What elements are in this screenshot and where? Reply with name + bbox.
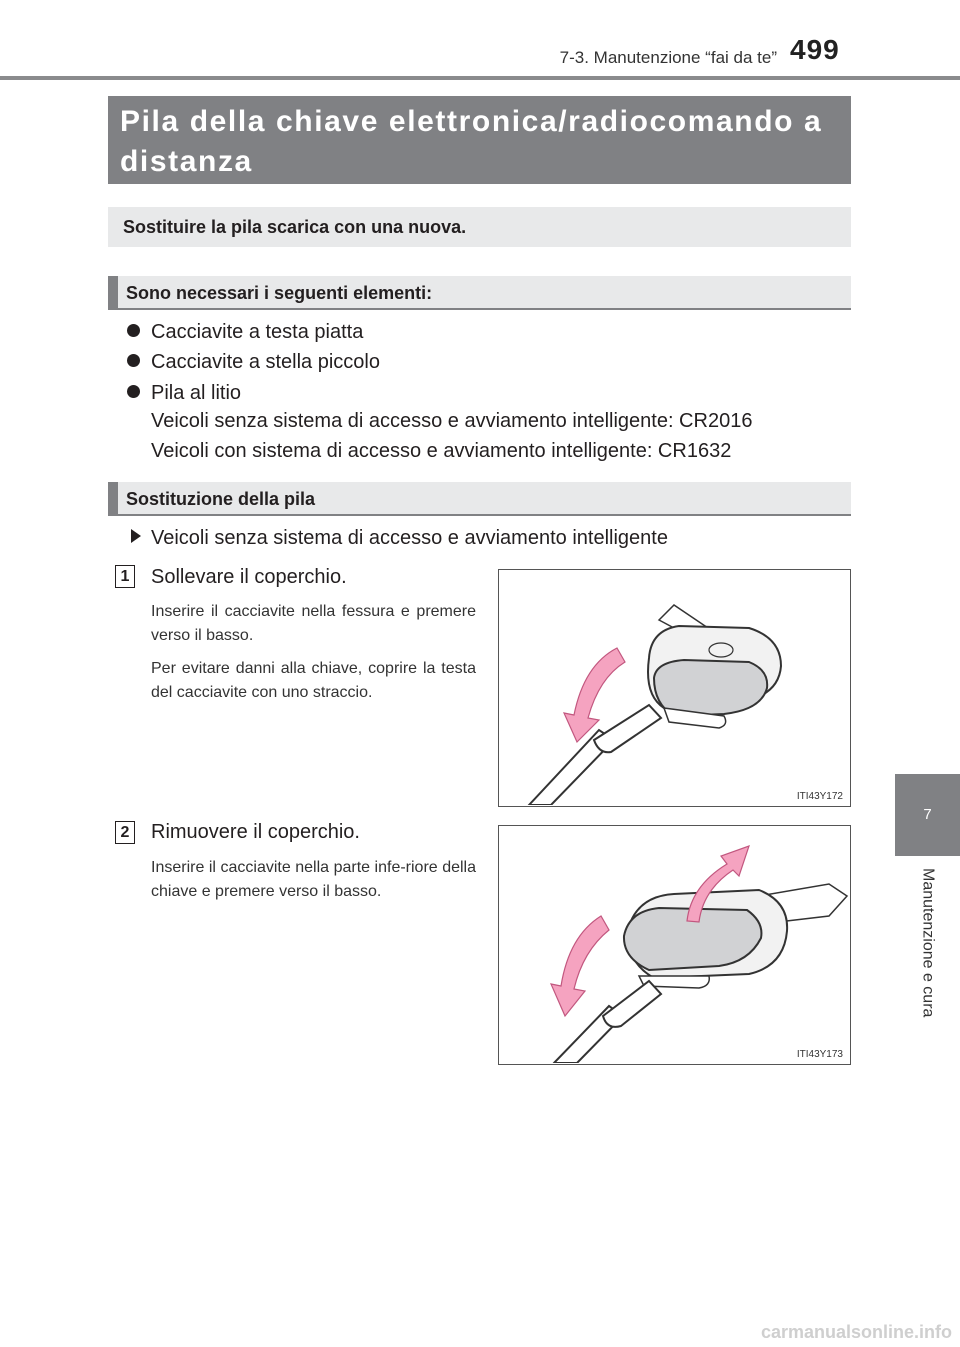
list-item: Cacciavite a stella piccolo	[127, 347, 380, 377]
page-number: 499	[790, 34, 840, 65]
bullet-dot-icon	[127, 385, 140, 398]
key-illustration-1	[499, 570, 849, 805]
triangle-bullet-icon	[131, 529, 141, 543]
header-section-title: 7-3. Manutenzione “fai da te”	[559, 48, 777, 67]
figure-lift-cover	[498, 569, 851, 807]
step-paragraph: Per evitare danni alla chiave, coprire la testa del cacciavite con uno straccio.	[151, 660, 476, 701]
replacement-section-heading: Sostituzione della pila	[108, 482, 851, 516]
list-item: Cacciavite a testa piatta	[127, 317, 363, 347]
figure-code: ITI43Y173	[796, 1049, 843, 1060]
figure-remove-cover	[498, 825, 851, 1065]
page-title: Pila della chiave elettronica/radiocomando a distanza	[108, 96, 851, 184]
step-number: 2	[115, 821, 135, 844]
watermark: carmanualsonline.info	[760, 1322, 952, 1342]
figure-code: ITI43Y172	[796, 791, 843, 802]
step-paragraph: Inserire il cacciavite nella fessura e premere verso il basso.	[151, 603, 476, 644]
chapter-tab: 7	[895, 774, 960, 856]
lithium-note: Veicoli senza sistema di accesso e avviamento intelligente: CR2016	[151, 410, 753, 432]
header-rule	[0, 76, 960, 80]
replacement-subheading: Veicoli senza sistema di accesso e avviamento intelligente	[151, 527, 668, 549]
step-title: Rimuovere il coperchio.	[151, 821, 360, 843]
step-title: Sollevare il coperchio.	[151, 566, 347, 588]
step-paragraph: Inserire il cacciavite nella parte infe-riore della chiave e premere verso il basso.	[151, 859, 476, 900]
bullet-dot-icon	[127, 354, 140, 367]
list-item: Pila al litio	[127, 378, 241, 408]
items-section-heading: Sono necessari i seguenti elementi:	[108, 276, 851, 310]
bullet-dot-icon	[127, 324, 140, 337]
chapter-label: Manutenzione e cura	[919, 868, 937, 1018]
intro-box: Sostituire la pila scarica con una nuova.	[108, 207, 851, 247]
lithium-note: Veicoli con sistema di accesso e avviamento intelligente: CR1632	[151, 440, 732, 462]
step-number: 1	[115, 565, 135, 588]
key-illustration-2	[499, 826, 849, 1063]
